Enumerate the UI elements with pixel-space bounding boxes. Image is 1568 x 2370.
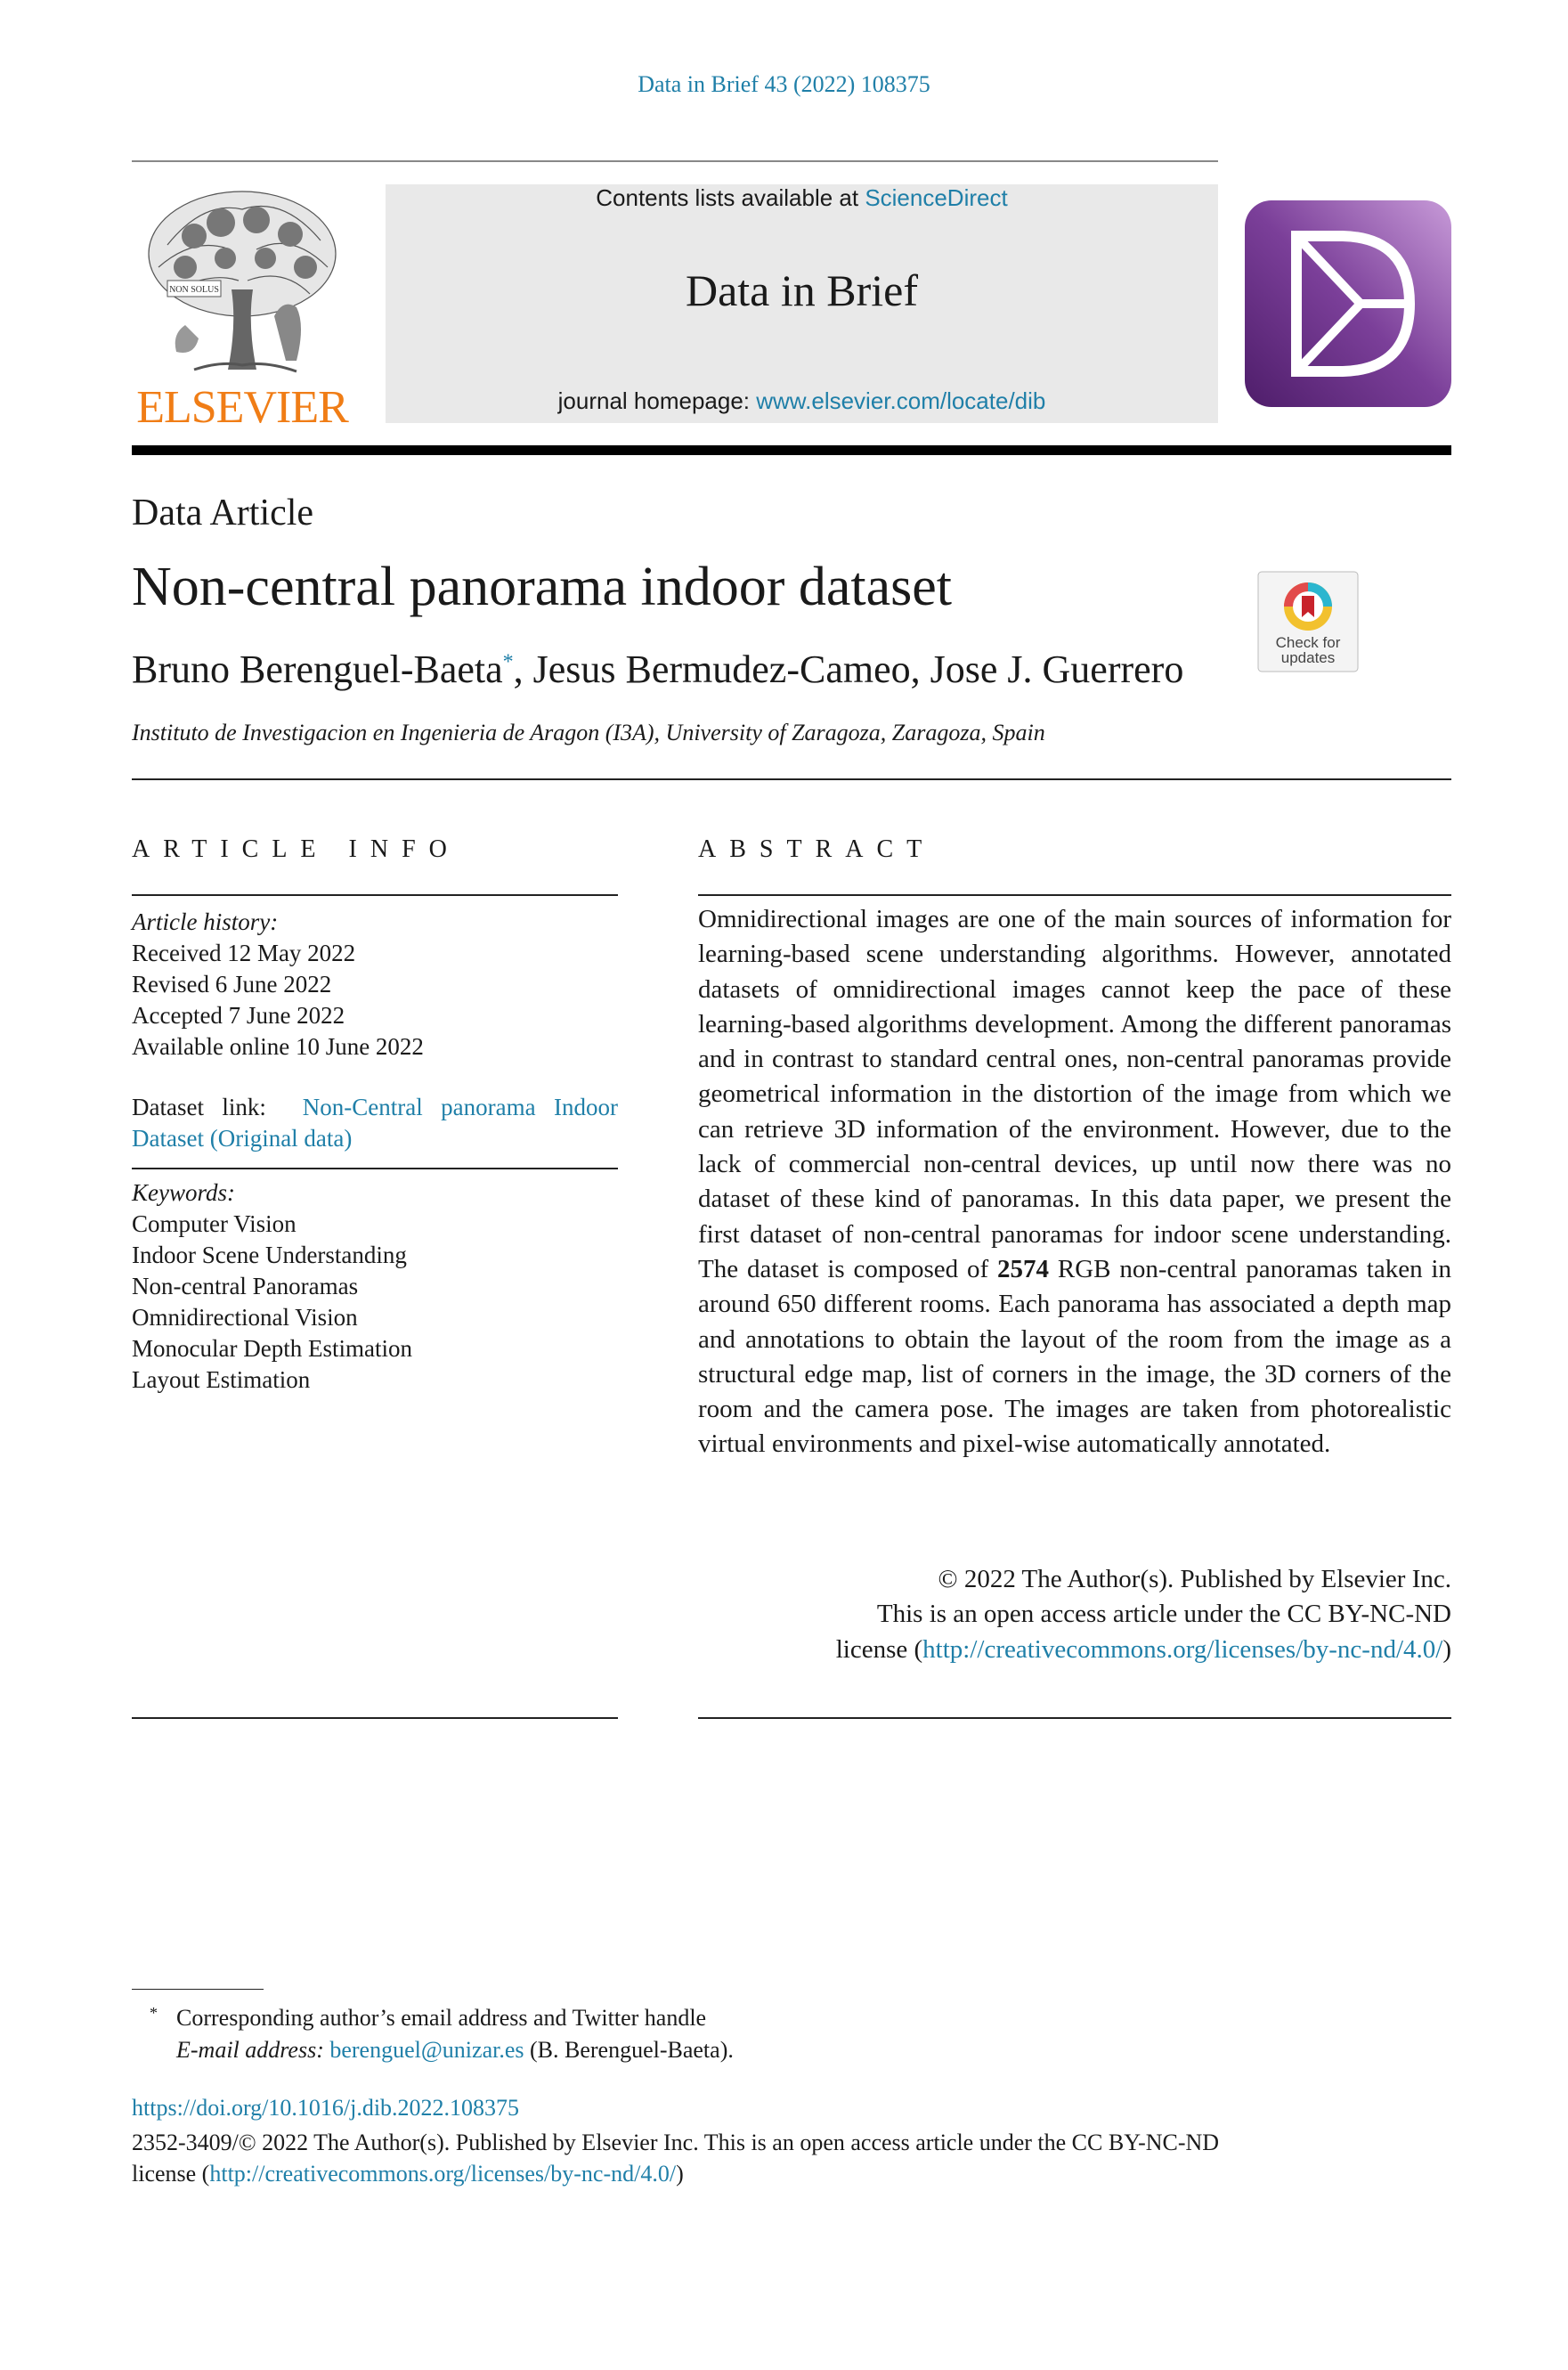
article-title: Non-central panorama indoor dataset <box>132 557 953 617</box>
history-label: Article history: <box>132 908 279 935</box>
author-name: Jesus Bermudez-Cameo <box>532 647 911 691</box>
article-info-heading: ARTICLE INFO <box>132 835 460 863</box>
top-divider <box>132 160 1218 162</box>
abstract-text-part: Omnidirectional images are one of the main sources of information for learning-based scene understanding algorithms. However, annotated datasets of omnidirectional images cannot keep the pace of these learning-based algorithms development. Among the different panoramas and in contrast to standard central ones, non-central panoramas provide geometrical information in the distortion of the image from which we can retrieve 3D information of the environment. However, due to the lack of commercial non-central devices, up until now there was no dataset of these kind of panoramas. In this data paper, we present the first dataset of non-central panoramas for indoor scene understanding. The dataset is composed of <box>698 905 1451 1283</box>
abstract-text-part: RGB non-central panoramas taken in around 650 different rooms. Each panorama has associated a depth map and annotations to obtain the layout of the room from the image as a structural edge map, list of corners in the image, the 3D corners of the room and the camera pose. The images are taken from photorealistic virtual environments and pixel-wise automatically annotated. <box>698 1254 1451 1459</box>
history-item: Accepted 7 June 2022 <box>132 1002 345 1029</box>
svg-text:NON SOLUS: NON SOLUS <box>169 285 219 295</box>
panorama-count: 2574 <box>997 1254 1050 1283</box>
homepage-prefix: journal homepage: <box>557 387 757 414</box>
homepage-line <box>386 387 1218 415</box>
author-name: Jose J. Guerrero <box>930 647 1184 691</box>
author-name: Bruno Berenguel-Baeta <box>132 647 503 691</box>
license-suffix: ) <box>1442 1634 1451 1664</box>
article-history <box>132 907 618 1063</box>
footer-license-prefix: license ( <box>132 2161 210 2187</box>
keyword-item: Monocular Depth Estimation <box>132 1335 412 1362</box>
article-info-divider <box>132 894 618 896</box>
keyword-item: Non-central Panoramas <box>132 1273 359 1299</box>
dataset-label: Dataset link: <box>132 1094 266 1120</box>
homepage-link[interactable]: www.elsevier.com/locate/dib <box>756 387 1046 414</box>
keyword-item: Indoor Scene Understanding <box>132 1242 407 1268</box>
check-for-updates-badge[interactable] <box>1257 571 1359 672</box>
abstract-heading: ABSTRACT <box>698 835 936 863</box>
corresponding-author-mark[interactable]: * <box>502 650 514 674</box>
abstract-divider <box>698 1717 1451 1719</box>
abstract-license <box>698 1562 1451 1667</box>
elsevier-wordmark: ELSEVIER <box>136 382 348 433</box>
dataset-link[interactable]: Non-Central panorama Indoor Dataset (Original data) <box>132 1094 619 1152</box>
abstract-text <box>698 902 1451 1462</box>
journal-title: Data in Brief <box>685 265 918 315</box>
footer-license-suffix: ) <box>676 2161 684 2187</box>
keywords <box>132 1177 618 1396</box>
data-in-brief-logo-icon <box>1245 200 1451 407</box>
footnote-divider <box>132 1989 264 1990</box>
history-item: Received 12 May 2022 <box>132 940 356 966</box>
contents-prefix: Contents lists available at <box>596 184 865 211</box>
keyword-item: Computer Vision <box>132 1210 297 1237</box>
sciencedirect-link[interactable]: ScienceDirect <box>865 184 1008 211</box>
keywords-label: Keywords: <box>132 1179 235 1206</box>
abstract-divider <box>698 894 1451 896</box>
journal-citation[interactable]: Data in Brief 43 (2022) 108375 <box>638 71 930 97</box>
license-url-link[interactable]: http://creativecommons.org/licenses/by-nc-nd/4.0/ <box>922 1634 1443 1664</box>
article-info-divider <box>132 1168 618 1169</box>
license-prefix: license ( <box>835 1634 923 1664</box>
crossmark-line2: updates <box>1280 649 1336 666</box>
email-label: E-mail address: <box>176 2037 324 2063</box>
footnote-mark: * <box>150 2004 158 2022</box>
article-type: Data Article <box>132 493 314 533</box>
license-line: This is an open access article under the CC BY-NC-ND <box>876 1600 1451 1629</box>
email-link[interactable]: berenguel@unizar.es <box>329 2037 524 2063</box>
journal-header <box>386 184 1218 423</box>
keyword-item: Omnidirectional Vision <box>132 1304 358 1331</box>
contents-line <box>386 184 1218 212</box>
history-item: Available online 10 June 2022 <box>132 1033 424 1060</box>
affiliation: Instituto de Investigacion en Ingenieria de Aragon (I3A), University of Zaragoza, Zaragoza, Spain <box>132 720 1045 745</box>
crossmark-line1: Check for <box>1275 634 1341 651</box>
keyword-item: Layout Estimation <box>132 1366 311 1393</box>
copyright-line: © 2022 The Author(s). Published by Elsevier Inc. <box>938 1565 1451 1593</box>
article-info-divider <box>132 1717 618 1719</box>
issn-copyright <box>132 2127 1451 2189</box>
footnote-text: Corresponding author’s email address and Twitter handle <box>176 2005 707 2031</box>
footer-license-link[interactable]: http://creativecommons.org/licenses/by-nc-nd/4.0/ <box>209 2161 677 2187</box>
author-list: Bruno Berenguel-Baeta*, Jesus Bermudez-Cameo, Jose J. Guerrero <box>132 647 1184 691</box>
header-divider <box>132 445 1451 455</box>
footnote <box>150 2002 1307 2066</box>
issn-line: 2352-3409/© 2022 The Author(s). Published by Elsevier Inc. This is an open access article under the CC BY-NC-ND <box>132 2130 1220 2155</box>
email-owner: (B. Berenguel-Baeta). <box>530 2037 734 2063</box>
affiliation-divider <box>132 778 1451 780</box>
history-item: Revised 6 June 2022 <box>132 971 332 998</box>
doi-link[interactable]: https://doi.org/10.1016/j.dib.2022.108375 <box>132 2095 520 2121</box>
dataset-link-block <box>132 1092 618 1154</box>
